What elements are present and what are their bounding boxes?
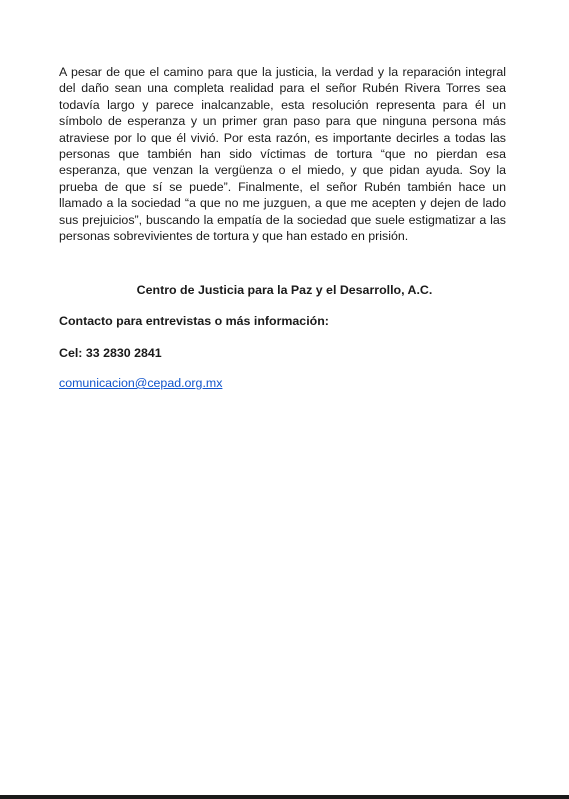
organization-name: Centro de Justicia para la Paz y el Desarrollo, A.C.: [136, 283, 433, 297]
email-link[interactable]: comunicacion@cepad.org.mx: [59, 376, 223, 390]
body-paragraph: A pesar de que el camino para que la justicia, la verdad y la reparación integral del daño sean una completa realidad para el señor Rubén Rivera Torres sea todavía largo y parece inalcanzable, esta resolución representa para él un símbolo de esperanza y un primer gran paso para que ninguna persona más atraviese por lo que él vivió. Por esta razón, es importante decirles a todas las personas que también han sido víctimas de tortura “que no pierdan esa esperanza, que venzan la vergüenza o el miedo, y que pidan ayuda. Soy la prueba de que sí se puede”. Finalmente, el señor Rubén también hace un llamado a la sociedad “a que no me juzguen, a que me acepten y dejen de lado sus prejuicios”, buscando la empatía de la sociedad que suele estigmatizar a las personas sobrevivientes de tortura y que han estado en prisión.: [59, 65, 506, 244]
phone-number: Cel: 33 2830 2841: [59, 346, 162, 360]
bottom-divider: [0, 795, 569, 799]
contact-heading: Contacto para entrevistas o más información:: [59, 314, 329, 328]
